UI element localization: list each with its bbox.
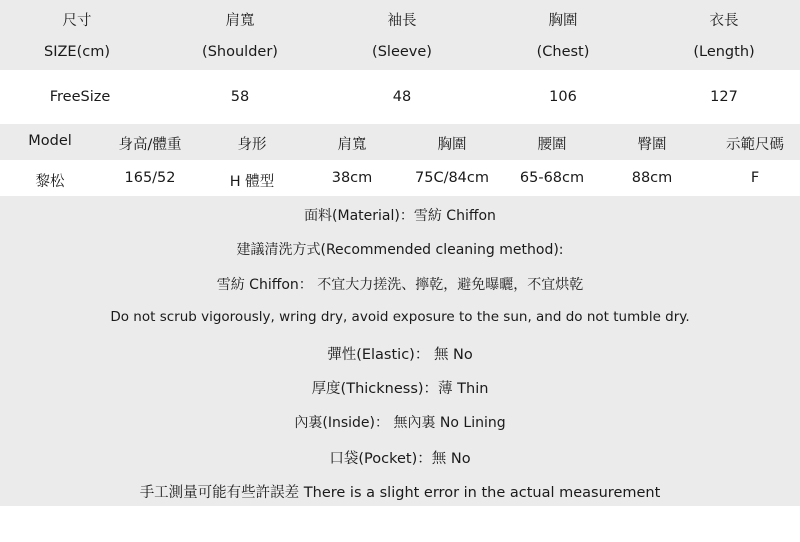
header-model-size: 示範尺碼	[726, 137, 784, 153]
size-value: FreeSize	[49, 89, 111, 105]
size-table-row	[0, 70, 800, 124]
header-model-chest: 胸圍	[437, 137, 467, 153]
header-chest-en: (Chest)	[536, 44, 590, 60]
header-model-hip: 臀圍	[637, 137, 667, 153]
chest-value: 106	[549, 89, 577, 105]
header-model-shoulder: 肩寬	[337, 137, 367, 153]
product-info-block	[0, 196, 800, 506]
sleeve-value: 48	[392, 89, 412, 105]
header-chest-zh: 胸圍	[548, 13, 578, 29]
elastic-line: 彈性(Elastic)： 無 No	[327, 347, 473, 363]
header-sleeve-en: (Sleeve)	[372, 44, 432, 60]
model-table-row	[0, 160, 800, 196]
model-shoulder: 38cm	[331, 170, 373, 186]
header-shoulder-zh: 肩寬	[225, 13, 255, 29]
cleaning-method-heading: 建議清洗方式(Recommended cleaning method):	[236, 242, 564, 258]
model-height-weight: 165/52	[124, 170, 176, 186]
thickness-line: 厚度(Thickness)：薄 Thin	[311, 381, 489, 397]
model-waist: 65-68cm	[519, 170, 585, 186]
shoulder-value: 58	[230, 89, 250, 105]
model-table-header	[0, 124, 800, 160]
cleaning-instructions-zh: 雪紡 Chiffon： 不宜大力搓洗、擰乾，避免曝曬，不宜烘乾	[216, 277, 584, 293]
header-size-en: SIZE(cm)	[44, 44, 110, 60]
header-body-shape: 身形	[237, 137, 267, 153]
measurement-disclaimer: 手工測量可能有些許誤差 There is a slight error in the actual measurement	[139, 485, 661, 501]
size-table-header	[0, 0, 800, 70]
model-body-shape: H 體型	[229, 174, 275, 190]
header-shoulder-en: (Shoulder)	[202, 44, 278, 60]
length-value: 127	[710, 89, 738, 105]
model-name: 黎松	[35, 174, 65, 190]
header-size-zh: 尺寸	[62, 13, 92, 29]
model-size: F	[750, 170, 760, 186]
header-model-waist: 腰圍	[537, 137, 567, 153]
header-model: Model	[28, 133, 72, 149]
inside-lining-line: 內裏(Inside)： 無內裏 No Lining	[294, 415, 506, 431]
cleaning-instructions-en: Do not scrub vigorously, wring dry, avoid exposure to the sun, and do not tumble dry.	[110, 309, 690, 325]
header-sleeve-zh: 袖長	[387, 13, 417, 29]
header-height-weight: 身高/體重	[118, 137, 182, 153]
material-line: 面料(Material)：雪紡 Chiffon	[304, 208, 496, 224]
header-length-zh: 衣長	[709, 13, 739, 29]
header-length-en: (Length)	[693, 44, 755, 60]
model-chest: 75C/84cm	[414, 170, 490, 186]
pocket-line: 口袋(Pocket)：無 No	[329, 451, 471, 467]
model-hip: 88cm	[631, 170, 673, 186]
